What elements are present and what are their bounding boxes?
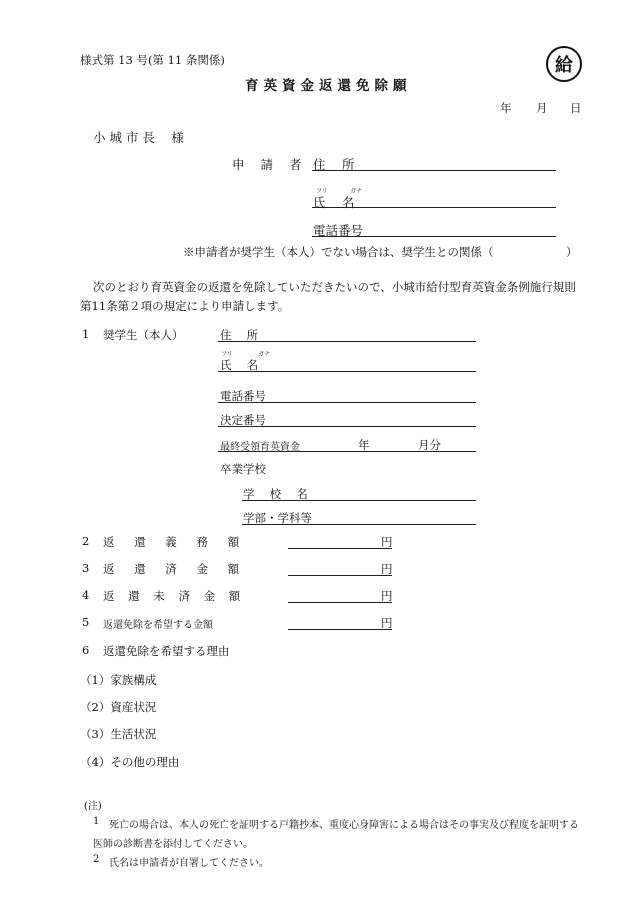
- graduated-school-label: 卒業学校: [220, 462, 266, 476]
- date-month-label: 月: [536, 101, 548, 115]
- applicant-address-field[interactable]: [312, 170, 556, 171]
- date-year-label: 年: [500, 101, 512, 115]
- applicant-name-ruby-2: ガナ: [350, 188, 363, 195]
- intro-line-2: 第11条第２項の規定により申請します。: [80, 299, 290, 313]
- scholar-phone-label: 電話番号: [220, 389, 266, 403]
- decision-number-field[interactable]: [218, 426, 476, 427]
- reason-family: （1）家族構成: [80, 673, 157, 687]
- amount-2-field[interactable]: [288, 548, 392, 549]
- applicant-name-label: 氏 名: [313, 195, 355, 210]
- scholar-name-ruby-1: フリ: [221, 351, 233, 358]
- applicant-label: 申 請 者: [232, 157, 308, 172]
- page-title: 育英資金返還免除願: [245, 78, 412, 94]
- amount-2-label: 返 還 義 務 額: [103, 535, 248, 549]
- applicant-phone-field[interactable]: [312, 236, 556, 237]
- faculty-field[interactable]: [242, 524, 476, 525]
- applicant-name-ruby-1: フリ: [316, 188, 328, 195]
- amount-5-field[interactable]: [288, 629, 392, 630]
- faculty-label: 学部・学科等: [243, 511, 312, 525]
- scholar-name-label: 氏 名: [220, 358, 259, 372]
- last-received-field[interactable]: [218, 451, 476, 452]
- section-1-number: 1: [82, 327, 90, 341]
- benefit-stamp: 給: [546, 46, 582, 82]
- last-received-month: 月分: [418, 438, 441, 452]
- scholar-address-field[interactable]: [218, 341, 476, 342]
- note-1b-text: 医師の診断書を添付してください。: [93, 839, 253, 850]
- amount-3-number: 3: [82, 561, 90, 575]
- last-received-label: 最終受領育英資金: [220, 442, 300, 453]
- section-6-number: 6: [82, 643, 90, 657]
- amount-4-number: 4: [82, 588, 90, 602]
- note-2-number: 2: [93, 854, 100, 865]
- date-day-label: 日: [570, 101, 582, 115]
- scholar-phone-field[interactable]: [218, 402, 476, 403]
- amount-3-unit: 円: [381, 562, 393, 576]
- intro-line-1: 次のとおり育英資金の返還を免除していただきたいので、小城市給付型育英資金条例施行規則: [93, 280, 576, 294]
- amount-5-number: 5: [82, 615, 90, 629]
- notes-heading: (注): [84, 801, 102, 812]
- form-number: 様式第 13 号(第 11 条関係): [80, 53, 225, 67]
- amount-5-unit: 円: [381, 616, 393, 630]
- section-1-heading: 奨学生（本人）: [103, 328, 184, 342]
- amount-4-unit: 円: [381, 589, 393, 603]
- note-2-text: 氏名は申請者が自署してください。: [109, 858, 269, 869]
- school-name-label: 学 校 名: [243, 487, 308, 501]
- note-1-text: 死亡の場合は、本人の死亡を証明する戸籍抄本、重度心身障害による場合はその事実及び程度を証明する: [109, 820, 579, 831]
- applicant-address-label: 住 所: [313, 157, 355, 172]
- reason-other: （4）その他の理由: [80, 755, 180, 769]
- amount-3-label: 返 還 済 金 額: [103, 562, 248, 576]
- amount-4-label: 返 還 未 済 金 額: [103, 589, 246, 603]
- addressee: 小 城 市 長 様: [93, 130, 184, 145]
- reason-living: （3）生活状況: [80, 727, 157, 741]
- amount-2-number: 2: [82, 534, 90, 548]
- amount-3-field[interactable]: [288, 575, 392, 576]
- decision-number-label: 決定番号: [220, 413, 266, 427]
- section-6-heading: 返還免除を希望する理由: [103, 644, 230, 658]
- note-1-number: 1: [93, 816, 100, 827]
- amount-2-unit: 円: [381, 535, 393, 549]
- applicant-name-field[interactable]: [312, 207, 556, 208]
- last-received-year: 年: [358, 438, 370, 452]
- applicant-phone-label: 電話番号: [313, 223, 364, 238]
- scholar-address-label: 住 所: [220, 328, 259, 342]
- relation-note: ※申請者が奨学生（本人）でない場合は、奨学生との関係（: [183, 245, 494, 259]
- amount-5-label: 返還免除を希望する金額: [103, 620, 213, 631]
- relation-close: ）: [566, 245, 578, 259]
- scholar-name-ruby-2: ガナ: [258, 351, 271, 358]
- reason-assets: （2）資産状況: [80, 700, 157, 714]
- scholar-name-field[interactable]: [218, 371, 476, 372]
- amount-4-field[interactable]: [288, 602, 392, 603]
- school-name-field[interactable]: [242, 500, 476, 501]
